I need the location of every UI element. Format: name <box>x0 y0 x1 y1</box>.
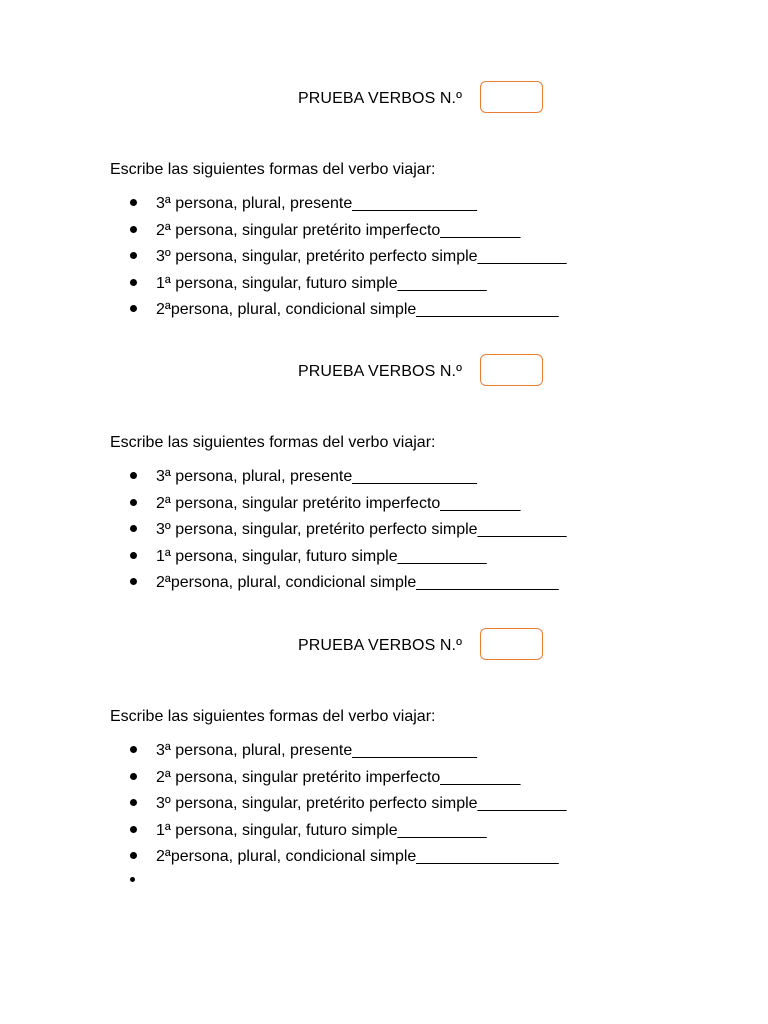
test-title: PRUEBA VERBOS N.º <box>298 363 463 380</box>
test-header <box>0 628 768 664</box>
question-text: 2ªpersona, plural, condicional simple________________ <box>156 574 559 591</box>
question-text: 3ª persona, plural, presente______________ <box>156 195 477 212</box>
empty-bullet-icon <box>130 877 135 882</box>
question-text: 3º persona, singular, pretérito perfecto simple__________ <box>156 248 567 265</box>
bullet-icon <box>130 746 137 753</box>
test-number-box[interactable] <box>480 628 543 660</box>
question-text: 2ª persona, singular pretérito imperfecto_________ <box>156 768 521 786</box>
question-text: 3ª persona, plural, presente______________ <box>156 468 477 485</box>
bullet-icon <box>130 799 137 806</box>
question-text: 1ª persona, singular, futuro simple__________ <box>156 547 487 565</box>
question-text: 3ª persona, plural, presente______________ <box>156 742 477 759</box>
question-text: 3º persona, singular, pretérito perfecto simple__________ <box>156 795 567 812</box>
bullet-icon <box>130 852 137 859</box>
bullet-icon <box>130 552 137 559</box>
instruction-text: Escribe las siguientes formas del verbo viajar: <box>110 434 436 451</box>
question-text: 2ª persona, singular pretérito imperfecto_________ <box>156 494 521 512</box>
bullet-icon <box>130 199 137 206</box>
question-text: 2ªpersona, plural, condicional simple________________ <box>156 301 559 318</box>
test-header <box>0 81 768 117</box>
bullet-icon <box>130 252 137 259</box>
question-text: 2ª persona, singular pretérito imperfecto_________ <box>156 221 521 239</box>
bullet-icon <box>130 773 137 780</box>
bullet-icon <box>130 472 137 479</box>
bullet-icon <box>130 305 137 312</box>
question-text: 1ª persona, singular, futuro simple__________ <box>156 821 487 839</box>
instruction-text: Escribe las siguientes formas del verbo viajar: <box>110 161 436 178</box>
test-title: PRUEBA VERBOS N.º <box>298 90 463 107</box>
bullet-icon <box>130 826 137 833</box>
bullet-icon <box>130 499 137 506</box>
bullet-icon <box>130 279 137 286</box>
question-text: 1ª persona, singular, futuro simple__________ <box>156 274 487 292</box>
test-number-box[interactable] <box>480 81 543 113</box>
bullet-icon <box>130 226 137 233</box>
bullet-icon <box>130 525 137 532</box>
bullet-icon <box>130 578 137 585</box>
question-text: 2ªpersona, plural, condicional simple________________ <box>156 848 559 865</box>
test-title: PRUEBA VERBOS N.º <box>298 637 463 654</box>
instruction-text: Escribe las siguientes formas del verbo viajar: <box>110 708 436 725</box>
question-text: 3º persona, singular, pretérito perfecto simple__________ <box>156 521 567 538</box>
test-header <box>0 354 768 390</box>
test-number-box[interactable] <box>480 354 543 386</box>
